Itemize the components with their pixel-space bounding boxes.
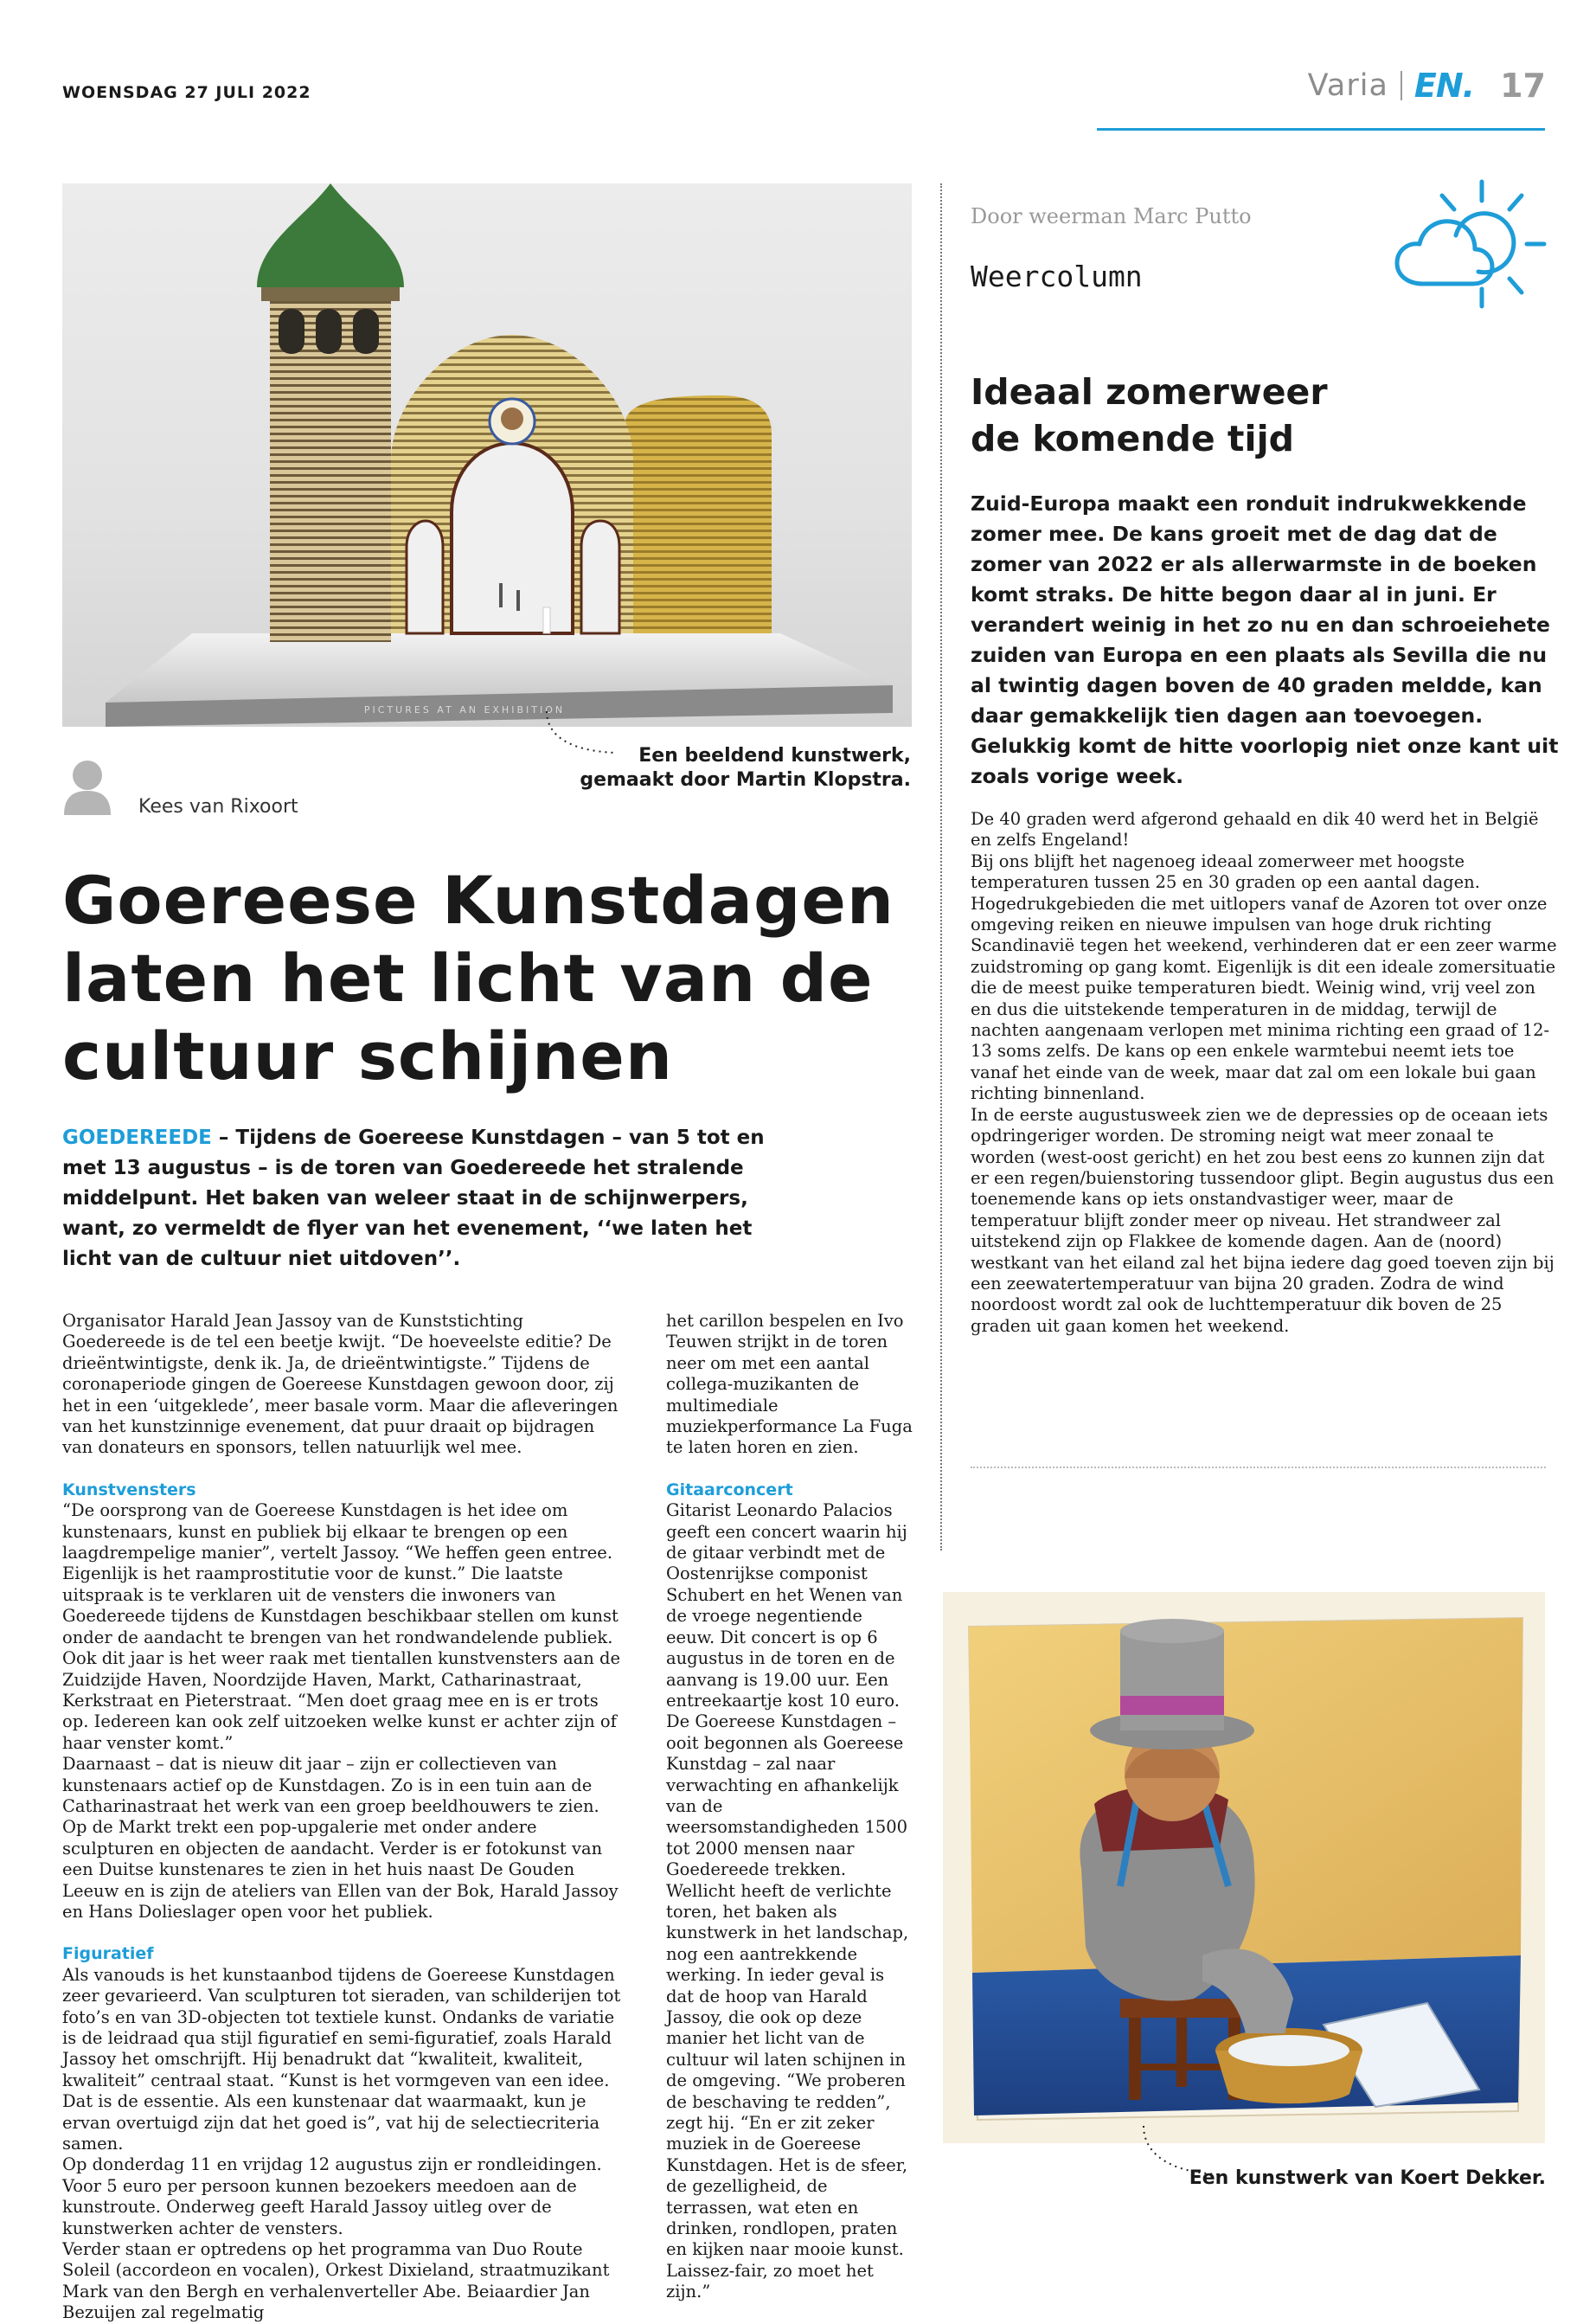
paragraph: Op donderdag 11 en vrijdag 12 augustus zijn er rondleidingen. Voor 5 euro per persoon kunnen bezoekers meedoen aan de kunstroute. Onderweg geeft Harald Jassoy uitleg over de kunstwerken achter de vensters. [62, 2154, 602, 2238]
weather-column-title: Weercolumn [971, 260, 1143, 293]
page-number: 17 [1500, 67, 1546, 105]
painting-image [943, 1592, 1545, 2143]
article-headline [62, 862, 910, 1095]
paragraph: In de eerste augustusweek zien we de depressies op de oceaan iets opdringeriger worden. De stroming neigt wat meer zonaal te worden (west-oost gericht) en het zou best eens zo kunnen zijn dat er een regen/buienstoring tussendoor glipt. Begin augustus dus een toenemende kans op iets onstandvastiger weer, maar de temperatuur blijft zonder meer op niveau. Het strandweer zal uitstekend zijn op Flakkee de komende dagen. Aan de (noord) westkant van het eiland zal het bijna iedere dag goed toeven zijn bij een zeewatertemperatuur van bijna 20 graden. Zodra de wind noordoost wordt zal ook de luchttemperatuur dik boven de 25 graden uit gaan komen het weekend. [971, 1104, 1554, 1336]
dateline: GOEDEREEDE [62, 1127, 212, 1149]
headline-line: cultuur schijnen [62, 1018, 673, 1095]
paragraph: het carillon bespelen en Ivo Teuwen strijkt in de toren neer om met een aantal collega-muzikanten de multimediale muziekperformance La Fuga te laten horen en zien. [666, 1311, 913, 1458]
brand-logo: EN. [1413, 67, 1475, 105]
issue-date: WOENSDAG 27 JULI 2022 [62, 83, 311, 102]
headline-line: de komende tijd [971, 418, 1294, 459]
artwork-illustration [62, 183, 912, 727]
headline-line: Ideaal zomerweer [971, 371, 1328, 413]
author-avatar-icon [62, 758, 112, 815]
photo-caption [580, 744, 911, 793]
weather-byline: Door weerman Marc Putto [971, 204, 1252, 228]
header-separator [1401, 71, 1402, 100]
headline-line: Goereese Kunstdagen [62, 862, 895, 939]
plate-text: PICTURES AT AN EXHIBITION [363, 704, 566, 716]
photo-caption-line1: Een beeldend kunstwerk, [638, 745, 911, 767]
painting-caption: Een kunstwerk van Koert Dekker. [1189, 2167, 1546, 2189]
weather-lead: Zuid-Europa maakt een ronduit indrukwekkende zomer mee. De kans groeit met de dag dat de zomer van 2022 er als allerwarmste in de boeken komt straks. De hitte begon daar al in juni. Er verandert weinig in het zo nu en dan schroeiehete zuiden van Europa en een plaats als Sevilla die nu al twintig dagen boven de 40 graden meldde, kan daar gemakkelijk tien dagen aan toevoegen. Gelukkig komt de hitte voorlopig niet onze kant uit zoals vorige week. [971, 491, 1559, 788]
weather-headline [971, 369, 1524, 462]
sun-cloud-icon [1388, 178, 1548, 312]
photo-caption-line2: gemaakt door Martin Klopstra. [580, 769, 911, 791]
lead-text: – Tijdens de Goereese Kunstdagen – van 5 tot en met 13 augustus – is de toren van Goedereede het stralende middelpunt. Het baken van weleer staat in de schijnwerpers, want, zo vermeldt de flyer van het evenement, ‘‘we laten het licht van de cultuur niet uitdoven’’. [62, 1127, 765, 1270]
paragraph: Als vanouds is het kunstaanbod tijdens de Goereese Kunstdagen zeer gevarieerd. Van sculpturen tot sieraden, van schilderijen tot foto’s en van 3D-objecten tot textiele kunst. Ondanks de variatie is de leidraad qua stijl figuratief en semi-figuratief, zoals Harald Jassoy het omschrijft. Hij benadrukt dat “kwaliteit, kwaliteit, kwaliteit” centraal staat. “Kunst is het vormgeven van een idee. Dat is de essentie. Als een kunstenaar dat waarmaakt, kun je ervan overtuigd zijn dat het goed is”, vat hij de selectiecriteria samen. [62, 1964, 621, 2154]
paragraph: De Goereese Kunstdagen – ooit begonnen als Goereese Kunstdag – zal naar verwachting en afhankelijk van de weersomstandigheden 1500 tot 2000 mensen naar Goedereede trekken. Wellicht heeft de verlichte toren, het baken als kunstwerk in het landschap, nog een aantrekkende werking. In ieder geval is dat de hoop van Harald Jassoy, die ook op deze manier het licht van de cultuur wil laten schijnen in de omgeving. “We proberen de beschaving te redden”, zegt hij. “En er zit zeker muziek in de Goereese Kunstdagen. Het is de sfeer, de gezelligheid, de terrassen, wat eten en drinken, rondlopen, praten en kijken naar mooie kunst. Laissez-fair, zo moet het zijn.” [666, 1711, 909, 2302]
section-name: Varia [1307, 68, 1388, 103]
subheading: Gitaarconcert [666, 1480, 793, 1499]
paragraph: “De oorsprong van de Goereese Kunstdagen is het idee om kunstenaars, kunst en publiek bij elkaar te brengen op een laagdrempelige manier”, vertelt Jassoy. “We heffen geen entree. Eigenlijk is het raamprostitutie voor de kunst.” Die laatste uitspraak is te verklaren uit de vensters die inwoners van Goedereede tijdens de Kunstdagen beschikbaar stellen om kunst onder de aandacht te brengen van het rondwandelende publiek. Ook dit jaar is het weer raak met tientallen kunstvensters aan de Zuidzijde Haven, Noordzijde Haven, Markt, Catharinastraat, Kerkstraat en Pieterstraat. “Men doet graag mee en is er trots op. Iedereen kan ook zelf uitzoeken welke kunst er achter zijn of haar venster komt.” [62, 1500, 621, 1753]
artwork-photo [62, 183, 912, 727]
paragraph: Daarnaast – dat is nieuw dit jaar – zijn er collectieven van kunstenaars actief op de Kunstdagen. Zo is in een tuin aan de Catharinastraat het werk van een groep beeldhouwers te zien. Op de Markt trekt een pop-upgalerie met onder andere sculpturen en objecten de aandacht. Verder is er fotokunst van een Duitse kunstenares te zien in het huis naast De Gouden Leeuw en is zijn de ateliers van Ellen van der Bok, Harald Jassoy en Hans Dolieslager open voor het publiek. [62, 1754, 619, 1922]
paragraph: De 40 graden werd afgerond gehaald en dik 40 werd het in België en zelfs Engeland! [971, 809, 1539, 851]
column-divider [940, 183, 942, 1550]
subheading: Figuratief [62, 1944, 154, 1964]
subheading: Kunstvensters [62, 1480, 196, 1499]
paragraph: Bij ons blijft het nagenoeg ideaal zomerweer met hoogste temperaturen tussen 25 en 30 graden op een aantal dagen. Hogedrukgebieden die met uitlopers vanaf de Azoren tot over onze omgeving reiken en nieuwe impulsen van hoge druk richting Scandinavië tegen het weekend, verhinderen dat er een zeer warme zuidstroming op gang komt. Eigenlijk is dit een ideale zomersituatie die de meest puike temperaturen biedt. Weinig wind, vrij veel zon en dus die uitstekende temperaturen in de middag, terwijl de nachten aangenaam verlopen met minima richting een graad of 12-13 soms zelfs. De kans op een enkele warmtebui neemt iets toe vanaf het einde van de week, maar dat zal om een lokale bui gaan richting binnenland. [971, 851, 1557, 1104]
paragraph: Verder staan er optredens op het programma van Duo Route Soleil (accordeon en vocalen), Orkest Dixieland, straatmuzikant Mark van den Bergh en verhalenverteller Abe. Beiaardier Jan Bezuijen zal regelmatig [62, 2239, 610, 2323]
body-column-1 [62, 1311, 629, 2324]
page-header-right [1308, 64, 1546, 107]
article-lead [62, 1123, 806, 1274]
paragraph: Organisator Harald Jean Jassoy van de Kunststichting Goedereede is de tel een beetje kwijt. “De hoeveelste editie? De drieëntwintigste, denk ik. Ja, de drieëntwintigste.” Tijdens de coronaperiode gingen de Goereese Kunstdagen gewoon door, zij het in een ‘uitgeklede’, meer basale vorm. Maar die afleveringen van het kunstzinnige evenement, dat puur draait op bijdragen van donateurs en sponsors, tellen natuurlijk wel mee. [62, 1311, 619, 1458]
body-column-2 [666, 1311, 915, 2303]
header-rule [1097, 128, 1545, 131]
weather-rule [971, 1467, 1546, 1468]
paragraph: Gitarist Leonardo Palacios geeft een concert waarin hij de gitaar verbindt met de Oostenrijkse componist Schubert en het Wenen van de vroege negentiende eeuw. Dit concert is op 6 augustus in de toren en de aanvang is 19.00 uur. Een entreekaartje kost 10 euro. [666, 1500, 907, 1711]
author-name: Kees van Rixoort [138, 796, 298, 818]
weather-body [971, 809, 1559, 1337]
headline-line: laten het licht van de [62, 940, 874, 1017]
